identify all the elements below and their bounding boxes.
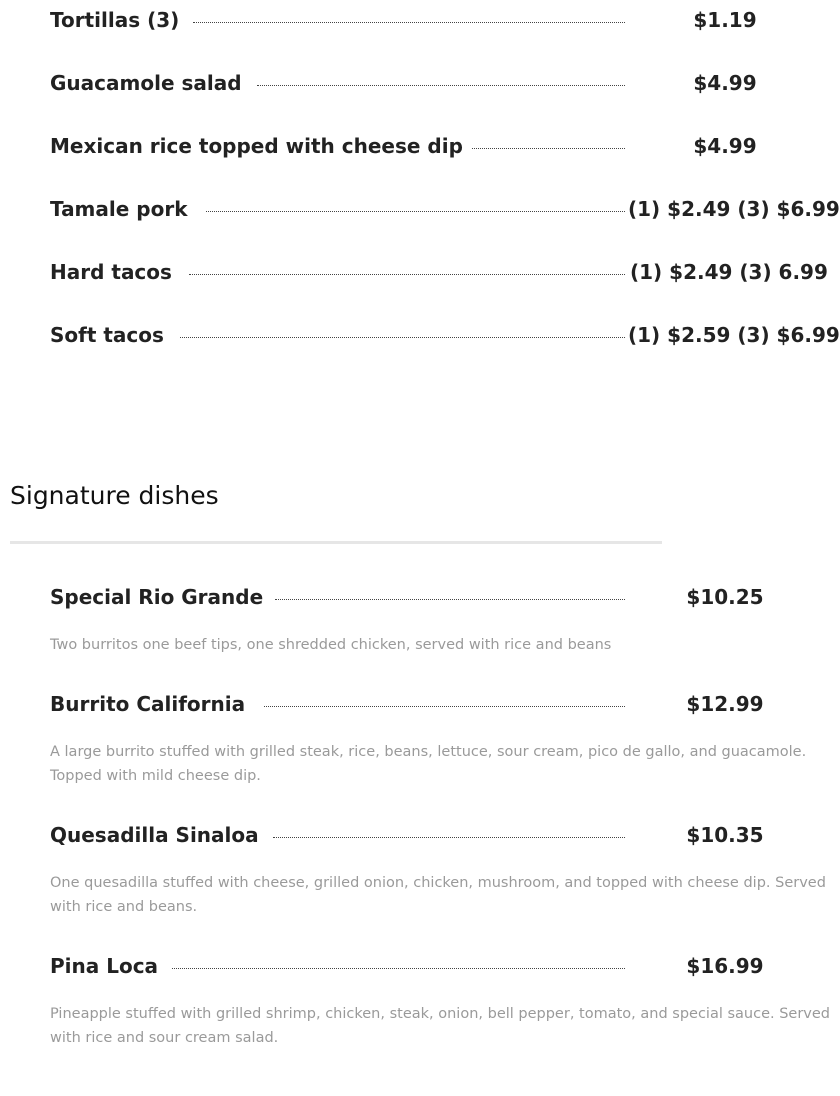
- menu-item-row: [50, 820, 840, 850]
- dotted-leader: [257, 85, 625, 86]
- menu-item-name: Soft tacos: [50, 323, 164, 347]
- menu-item-name: Pina Loca: [50, 954, 159, 978]
- menu-item-name: Mexican rice topped with cheese dip: [50, 134, 463, 158]
- menu-item-name: Tortillas (3): [50, 8, 180, 32]
- dotted-leader: [273, 837, 625, 838]
- menu-item-name: Special Rio Grande: [50, 585, 264, 609]
- menu-item-name: Quesadilla Sinaloa: [50, 823, 259, 847]
- dotted-leader: [180, 337, 625, 338]
- menu-item-row: [50, 194, 840, 224]
- dotted-leader: [275, 599, 625, 600]
- section-divider: [10, 541, 662, 544]
- menu-item-price: $10.25: [686, 585, 764, 609]
- menu-item-description: A large burrito stuffed with grilled steak, rice, beans, lettuce, sour cream, pico de gallo, and guacamole. Topped with mild cheese dip.: [50, 744, 807, 784]
- dotted-leader: [172, 968, 625, 969]
- menu-item-row: [50, 68, 840, 98]
- menu-item-price: (1) $2.49 (3) 6.99: [630, 260, 828, 284]
- menu-item-row: [50, 131, 840, 161]
- menu-item-name: Guacamole salad: [50, 71, 242, 95]
- menu-item-price: $12.99: [686, 692, 764, 716]
- menu-item-price: $16.99: [686, 954, 764, 978]
- menu-item-price: $4.99: [693, 134, 757, 158]
- menu-item-row: [50, 5, 840, 35]
- menu-item-description: One quesadilla stuffed with cheese, grilled onion, chicken, mushroom, and topped with cheese dip. Served with rice and beans.: [50, 875, 826, 915]
- dotted-leader: [206, 211, 625, 212]
- menu-item-row: [50, 257, 840, 287]
- menu-item-name: Tamale pork: [50, 197, 188, 221]
- dotted-leader: [193, 22, 625, 23]
- menu-item-row: [50, 582, 840, 612]
- menu-item-price: $4.99: [693, 71, 757, 95]
- menu-item-price: (1) $2.49 (3) $6.99: [628, 197, 840, 221]
- menu-item-row: [50, 951, 840, 981]
- menu-item-name: Hard tacos: [50, 260, 172, 284]
- menu-item-row: [50, 689, 840, 719]
- dotted-leader: [264, 706, 625, 707]
- menu-item-price: $10.35: [686, 823, 764, 847]
- dotted-leader: [472, 148, 625, 149]
- menu-item-row: [50, 320, 840, 350]
- menu-item-name: Burrito California: [50, 692, 246, 716]
- menu-item-description: Two burritos one beef tips, one shredded chicken, served with rice and beans: [50, 637, 612, 653]
- dotted-leader: [189, 274, 625, 275]
- menu-item-price: (1) $2.59 (3) $6.99: [628, 323, 840, 347]
- menu-item-description: Pineapple stuffed with grilled shrimp, chicken, steak, onion, bell pepper, tomato, and special sauce. Served with rice and sour cream salad.: [50, 1006, 831, 1046]
- section-title: Signature dishes: [10, 481, 219, 510]
- menu-item-price: $1.19: [693, 8, 757, 32]
